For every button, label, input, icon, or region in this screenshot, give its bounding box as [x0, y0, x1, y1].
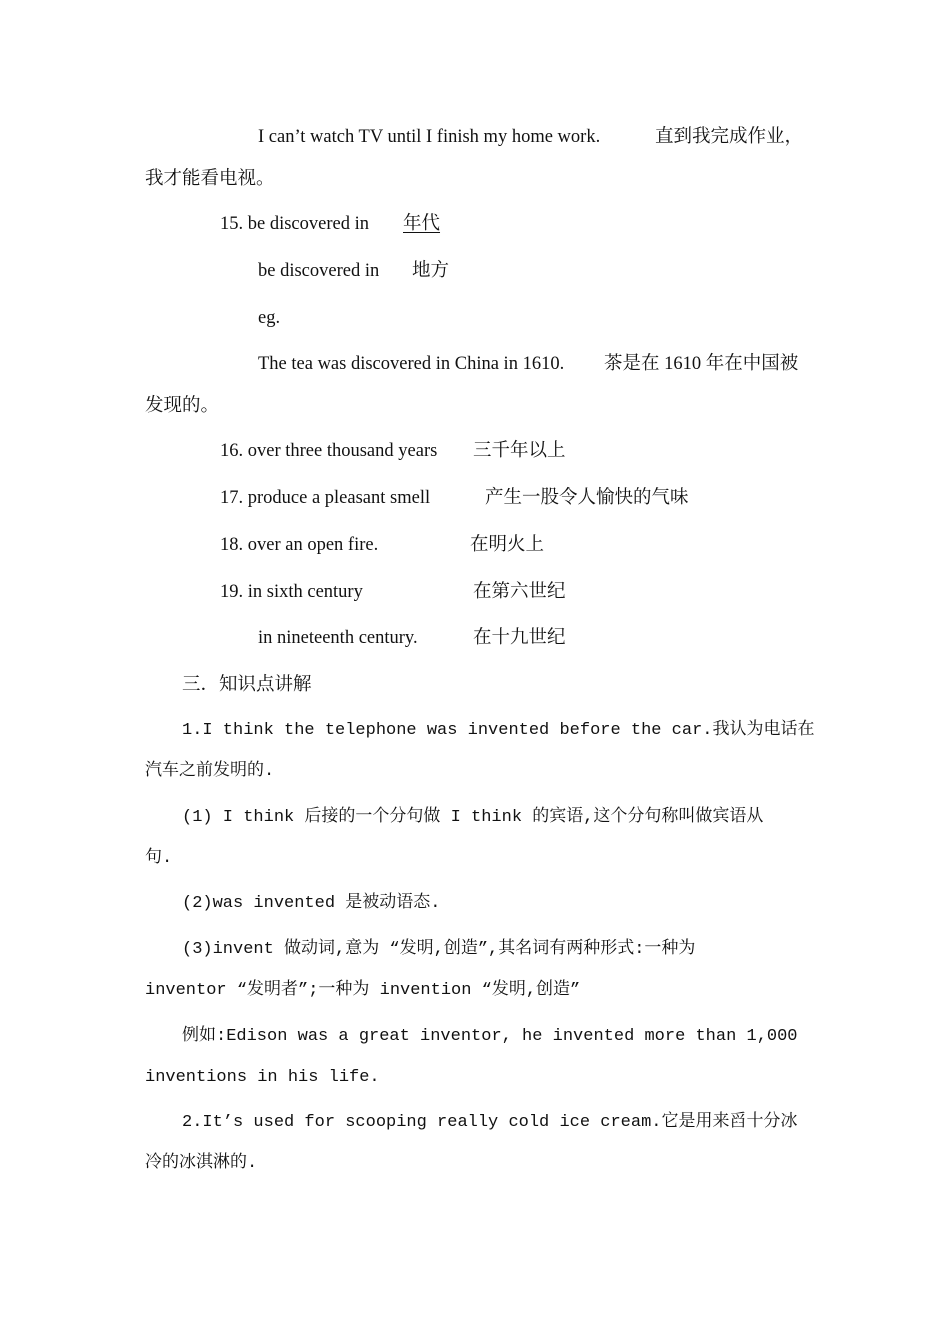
vocab-item-16: 16. over three thousand years	[220, 441, 438, 461]
section-heading: 三．知识点讲解	[182, 675, 312, 695]
example-sentence-zh-cont: 我才能看电视。	[145, 169, 275, 189]
vocab-item-18-meaning: 在明火上	[470, 535, 545, 555]
example-line-1: 例如:Edison was a great inventor, he invented more than 1,000	[182, 1027, 798, 1046]
vocab-item-17-meaning: 产生一股令人愉快的气味	[485, 488, 689, 508]
vocab-item-17: 17. produce a pleasant smell	[220, 488, 431, 508]
tea-example-zh-cont: 发现的。	[145, 396, 220, 416]
vocab-item-15b-meaning: 地方	[412, 261, 450, 281]
example-line-2: inventions in his life.	[145, 1068, 380, 1087]
point-1-line-1: 1.I think the telephone was invented before the car.我认为电话在	[182, 721, 815, 740]
point-1-sub-3-line-1: (3)invent 做动词,意为 “发明,创造”,其名词有两种形式:一种为	[182, 940, 696, 959]
vocab-item-15: 15. be discovered in	[220, 214, 369, 234]
example-sentence-en: I can’t watch TV until I finish my home work.	[258, 127, 601, 147]
eg-label: eg.	[258, 308, 281, 328]
vocab-item-18: 18. over an open fire.	[220, 535, 379, 555]
vocab-item-19b: in nineteenth century.	[258, 628, 418, 648]
point-1-sub-3-line-2: inventor “发明者”;一种为 invention “发明,创造”	[145, 981, 581, 1000]
point-1-sub-1-line-1: (1) I think 后接的一个分句做 I think 的宾语,这个分句称叫做宾语从	[182, 808, 764, 827]
vocab-item-15-meaning: 年代	[403, 214, 441, 234]
point-2-line-1: 2.It’s used for scooping really cold ice cream.它是用来舀十分冰	[182, 1113, 798, 1132]
vocab-item-19: 19. in sixth century	[220, 582, 363, 602]
vocab-item-19-meaning: 在第六世纪	[473, 582, 566, 602]
example-sentence-zh: 直到我完成作业，	[655, 127, 804, 147]
point-2-line-2: 冷的冰淇淋的.	[145, 1154, 258, 1173]
vocab-item-16-meaning: 三千年以上	[473, 441, 566, 461]
point-1-sub-2: (2)was invented 是被动语态.	[182, 894, 441, 913]
tea-example-en: The tea was discovered in China in 1610.	[258, 354, 565, 374]
vocab-item-15b: be discovered in	[258, 261, 380, 281]
tea-example-zh: 茶是在 1610 年在中国被	[604, 354, 799, 374]
vocab-item-19b-meaning: 在十九世纪	[473, 628, 566, 648]
point-1-line-2: 汽车之前发明的.	[145, 762, 275, 781]
point-1-sub-1-line-2: 句.	[145, 849, 173, 868]
